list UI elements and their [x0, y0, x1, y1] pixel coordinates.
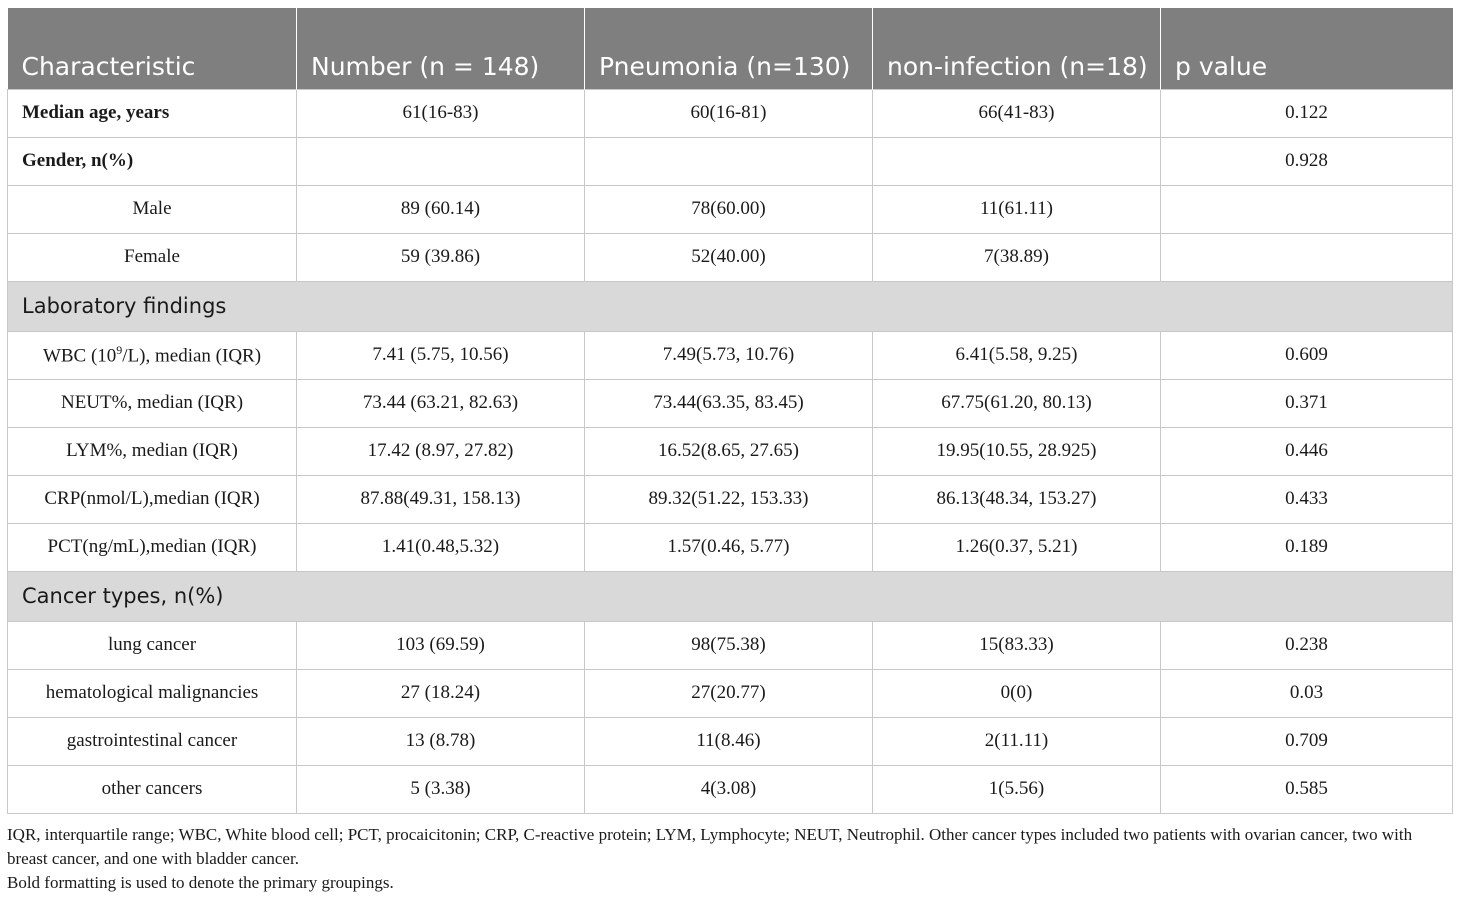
superscript: 9: [116, 342, 123, 357]
table-row: [8, 523, 1453, 571]
cell-number: 73.44 (63.21, 82.63): [297, 379, 585, 427]
cell-pneumonia: [585, 137, 873, 185]
table-row: [8, 669, 1453, 717]
section-cancer-types: Cancer types, n(%): [8, 571, 1453, 621]
cell-non-infection: 1.26(0.37, 5.21): [873, 523, 1161, 571]
table-container: [7, 8, 1452, 814]
cell-number: 27 (18.24): [297, 669, 585, 717]
cell-pneumonia: 73.44(63.35, 83.45): [585, 379, 873, 427]
cell-number: 59 (39.86): [297, 233, 585, 281]
data-table: [7, 8, 1453, 814]
cell-pneumonia: 98(75.38): [585, 621, 873, 669]
cell-pneumonia: 27(20.77): [585, 669, 873, 717]
cell-p-value: 0.928: [1161, 137, 1453, 185]
header-non-infection: non-infection (n=18): [873, 8, 1161, 89]
row-label: other cancers: [8, 765, 297, 813]
cell-p-value: 0.433: [1161, 475, 1453, 523]
cell-non-infection: 11(61.11): [873, 185, 1161, 233]
row-label: Male: [8, 185, 297, 233]
cell-number: 13 (8.78): [297, 717, 585, 765]
cell-pneumonia: 78(60.00): [585, 185, 873, 233]
cell-pneumonia: 7.49(5.73, 10.76): [585, 331, 873, 379]
table-row: [8, 233, 1453, 281]
cell-number: 5 (3.38): [297, 765, 585, 813]
cell-p-value: 0.609: [1161, 331, 1453, 379]
section-laboratory-findings: Laboratory findings: [8, 281, 1453, 331]
cell-number: 17.42 (8.97, 27.82): [297, 427, 585, 475]
cell-non-infection: 86.13(48.34, 153.27): [873, 475, 1161, 523]
table-row: [8, 427, 1453, 475]
row-label: CRP(nmol/L),median (IQR): [8, 475, 297, 523]
table-footnotes: [7, 823, 1455, 895]
cell-pneumonia: 16.52(8.65, 27.65): [585, 427, 873, 475]
cell-number: [297, 137, 585, 185]
row-label: gastrointestinal cancer: [8, 717, 297, 765]
cell-number: 103 (69.59): [297, 621, 585, 669]
footnote-abbreviations: IQR, interquartile range; WBC, White blood cell; PCT, procaicitonin; CRP, C-reactive protein; LYM, Lymphocyte; NEUT, Neutrophil. Other cancer types included two patients with ovarian cancer, two with breast cancer, and one with bladder cancer.: [7, 825, 1413, 868]
cell-non-infection: 2(11.11): [873, 717, 1161, 765]
row-label: LYM%, median (IQR): [8, 427, 297, 475]
header-number: Number (n = 148): [297, 8, 585, 89]
header-characteristic: Characteristic: [8, 8, 297, 89]
footnote-bold-note: Bold formatting is used to denote the primary groupings.: [7, 873, 394, 892]
cell-number: 1.41(0.48,5.32): [297, 523, 585, 571]
row-label: Female: [8, 233, 297, 281]
table-row: [8, 331, 1453, 379]
cell-p-value: 0.238: [1161, 621, 1453, 669]
table-row: [8, 475, 1453, 523]
cell-non-infection: 6.41(5.58, 9.25): [873, 331, 1161, 379]
row-label: hematological malignancies: [8, 669, 297, 717]
cell-pneumonia: 60(16-81): [585, 89, 873, 137]
cell-pneumonia: 1.57(0.46, 5.77): [585, 523, 873, 571]
cell-p-value: [1161, 185, 1453, 233]
cell-p-value: 0.122: [1161, 89, 1453, 137]
cell-pneumonia: 52(40.00): [585, 233, 873, 281]
cell-non-infection: 66(41-83): [873, 89, 1161, 137]
header-row: [8, 8, 1453, 89]
table-row: [8, 765, 1453, 813]
row-label: Median age, years: [8, 89, 297, 137]
table-row: [8, 89, 1453, 137]
row-label-text: WBC (10: [42, 345, 117, 367]
cell-p-value: 0.709: [1161, 717, 1453, 765]
table-row: [8, 621, 1453, 669]
table-row: [8, 379, 1453, 427]
cell-non-infection: [873, 137, 1161, 185]
cell-number: 89 (60.14): [297, 185, 585, 233]
table-row: [8, 137, 1453, 185]
cell-p-value: 0.189: [1161, 523, 1453, 571]
cell-p-value: [1161, 233, 1453, 281]
cell-pneumonia: 4(3.08): [585, 765, 873, 813]
cell-pneumonia: 89.32(51.22, 153.33): [585, 475, 873, 523]
row-label: PCT(ng/mL),median (IQR): [8, 523, 297, 571]
row-label: lung cancer: [8, 621, 297, 669]
row-label-suffix: /L), median (IQR): [122, 345, 262, 367]
cell-pneumonia: 11(8.46): [585, 717, 873, 765]
cell-non-infection: 67.75(61.20, 80.13): [873, 379, 1161, 427]
cell-non-infection: 7(38.89): [873, 233, 1161, 281]
section-row: [8, 571, 1453, 621]
cell-p-value: 0.446: [1161, 427, 1453, 475]
section-row: [8, 281, 1453, 331]
cell-number: 7.41 (5.75, 10.56): [297, 331, 585, 379]
cell-non-infection: 0(0): [873, 669, 1161, 717]
cell-number: 87.88(49.31, 158.13): [297, 475, 585, 523]
header-p-value: p value: [1161, 8, 1453, 89]
table-row: [8, 717, 1453, 765]
header-pneumonia: Pneumonia (n=130): [585, 8, 873, 89]
cell-non-infection: 15(83.33): [873, 621, 1161, 669]
row-label: [8, 331, 297, 379]
cell-p-value: 0.585: [1161, 765, 1453, 813]
row-label: NEUT%, median (IQR): [8, 379, 297, 427]
cell-non-infection: 1(5.56): [873, 765, 1161, 813]
row-label: Gender, n(%): [8, 137, 297, 185]
cell-non-infection: 19.95(10.55, 28.925): [873, 427, 1161, 475]
cell-p-value: 0.03: [1161, 669, 1453, 717]
cell-number: 61(16-83): [297, 89, 585, 137]
cell-p-value: 0.371: [1161, 379, 1453, 427]
table-row: [8, 185, 1453, 233]
